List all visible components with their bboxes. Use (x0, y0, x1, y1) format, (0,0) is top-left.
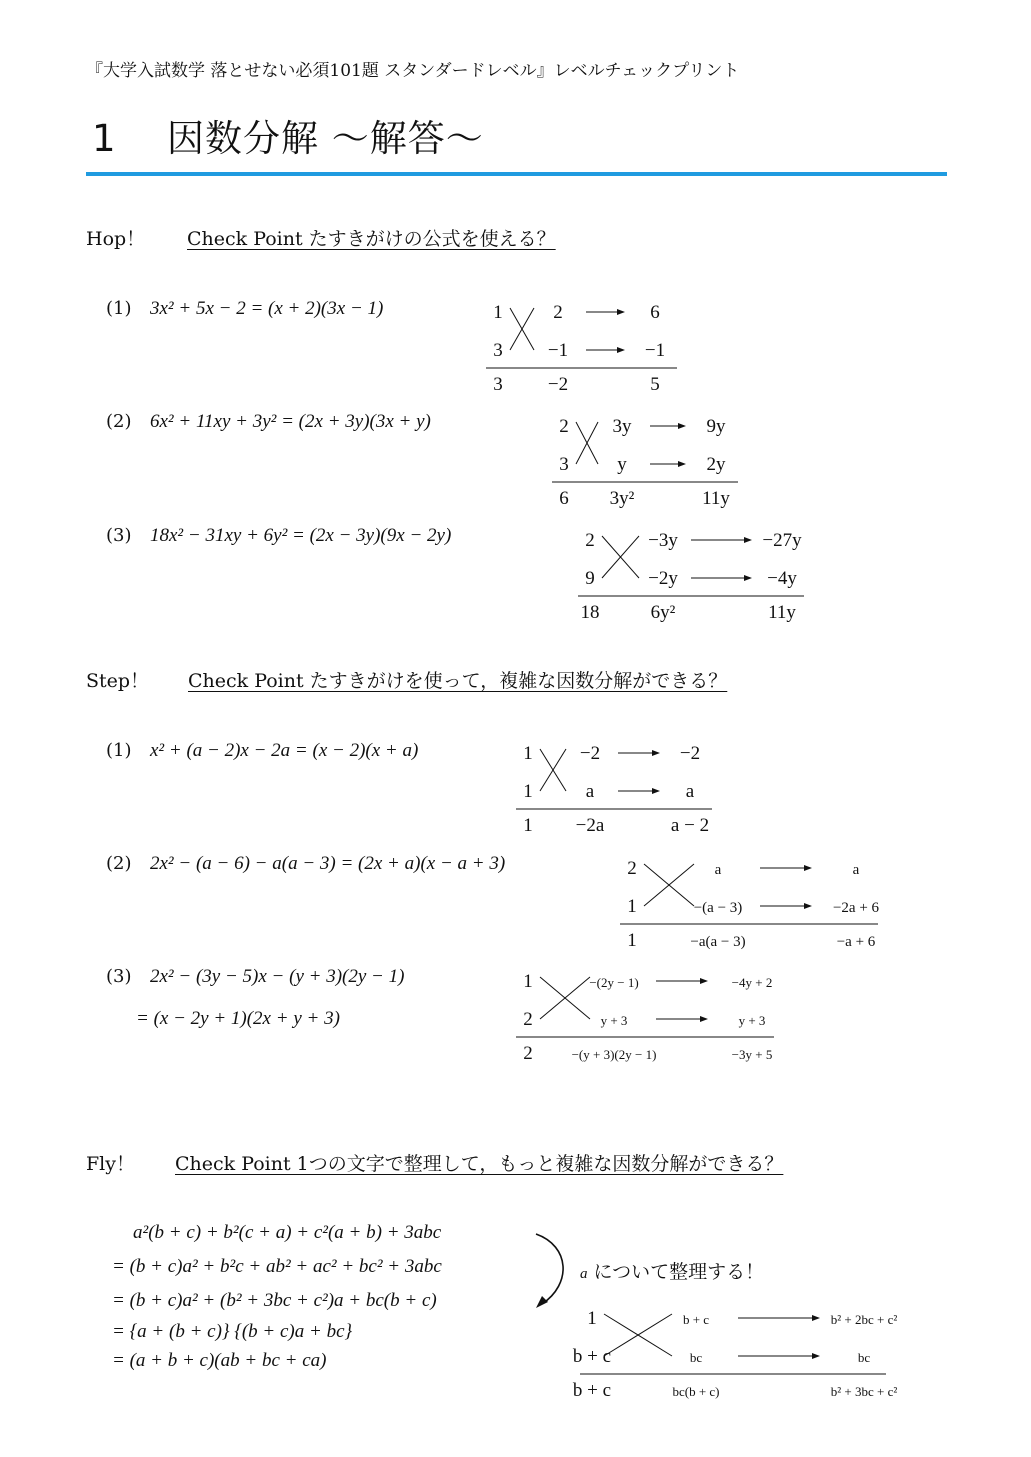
hop-p3-sum-mid: 6y² (650, 602, 676, 623)
step-p1-label: (1) (106, 740, 132, 761)
step-p3-arrowhead-top (700, 978, 708, 984)
fly-note (580, 1257, 764, 1284)
fly-line-5: = (a + b + c)(ab + bc + ca) (112, 1350, 327, 1371)
page-title (92, 108, 484, 162)
step-p3-label: (3) (106, 966, 132, 987)
fly-note-text: について整理する！ (593, 1261, 765, 1283)
step-p3-cross-diagram (514, 965, 776, 1065)
hop-p1-coef-b: 3 (493, 340, 503, 361)
hop-p1-sum-right: 5 (650, 374, 660, 395)
hop-p2-coef-d: y (617, 454, 627, 475)
hop-p3-coef-d: −2y (648, 568, 678, 589)
step-p1-coef-c: −2 (579, 743, 601, 764)
hop-p2-product-bc: 2y (706, 454, 726, 475)
fly-sum-right: b² + 3bc + c² (830, 1384, 898, 1399)
title-text: 因数分解 〜解答〜 (167, 117, 484, 160)
step-p3-coef-b: 2 (523, 1009, 533, 1030)
fly-sum-mid: bc(b + c) (672, 1384, 720, 1399)
hop-p1-arrowhead-bottom (617, 347, 625, 353)
step-p1-sum-mid: −2a (575, 815, 605, 836)
hop-p2-coef-a: 2 (559, 416, 569, 437)
hop-p2-cross-diagram (550, 410, 740, 510)
fly-note-var: a (580, 1266, 588, 1282)
step-p1-cross-diagram (514, 737, 714, 837)
step-p3-coef-c: −(2y − 1) (589, 975, 639, 990)
hop-p3-arrowhead-top (744, 537, 752, 543)
step-p2-arrowhead-bottom (804, 903, 812, 909)
hop-p3-product-ad: −27y (762, 530, 802, 551)
step-p1-sum-left: 1 (523, 815, 533, 836)
step-p1-product-ad: −2 (679, 743, 701, 764)
print-header: 『大学入試数学 落とせない必須101題 スタンダードレベル』レベルチェックプリント (86, 61, 740, 81)
hop-p2-equation: 6x² + 11xy + 3y² = (2x + 3y)(3x + y) (150, 411, 431, 432)
hop-p2-sum-right: 11y (702, 488, 730, 509)
hop-p3-coef-a: 2 (585, 530, 595, 551)
step-p2-label: (2) (106, 853, 132, 874)
step-section-heading (86, 666, 727, 693)
hop-p1-coef-d: −1 (547, 340, 569, 361)
hop-p1-sum-left: 3 (493, 374, 503, 395)
step-p3-sum-mid: −(y + 3)(2y − 1) (571, 1047, 657, 1062)
fly-level: Fly！ (86, 1153, 135, 1175)
fly-arrowhead-top (812, 1315, 820, 1321)
hop-p1-product-ad: 6 (650, 302, 660, 323)
step-p1-coef-b: 1 (523, 781, 533, 802)
step-p1-arrowhead-top (652, 750, 660, 756)
step-p2-cross-diagram (618, 852, 880, 952)
fly-curved-arrow (528, 1228, 578, 1312)
fly-section-heading (86, 1149, 783, 1176)
step-p3-equation-line2: = (x − 2y + 1)(2x + y + 3) (136, 1008, 340, 1029)
hop-p2-arrowhead-bottom (678, 461, 686, 467)
step-p2-coef-c: a (714, 862, 722, 878)
fly-product-ad: b² + 2bc + c² (830, 1312, 898, 1327)
step-p1-coef-a: 1 (523, 743, 533, 764)
title-number: 1 (92, 117, 117, 160)
fly-coef-d: bc (689, 1350, 703, 1365)
step-p2-sum-right: −a + 6 (836, 934, 876, 950)
hop-p1-product-bc: −1 (644, 340, 666, 361)
fly-coef-c: b + c (682, 1312, 710, 1327)
title-rule (86, 172, 947, 176)
hop-section-heading (86, 224, 556, 251)
hop-p2-label: (2) (106, 411, 132, 432)
hop-p1-coef-a: 1 (493, 302, 503, 323)
step-level: Step！ (86, 670, 150, 692)
hop-p3-product-bc: −4y (767, 568, 797, 589)
step-p3-coef-a: 1 (523, 971, 533, 992)
hop-p1-cross-diagram (484, 296, 679, 396)
fly-cross-diagram (572, 1302, 898, 1406)
step-p2-arrowhead-top (804, 865, 812, 871)
step-p1-equation: x² + (a − 2)x − 2a = (x − 2)(x + a) (150, 740, 419, 761)
step-p3-arrowhead-bottom (700, 1016, 708, 1022)
hop-p3-cross-diagram (576, 524, 806, 624)
step-p2-coef-d: −(a − 3) (693, 900, 743, 916)
fly-line-4: = {a + (b + c)} {(b + c)a + bc} (112, 1321, 353, 1342)
step-p2-equation: 2x² − (a − 6) − a(a − 3) = (2x + a)(x − a + 3) (150, 853, 506, 874)
hop-p3-equation: 18x² − 31xy + 6y² = (2x − 3y)(9x − 2y) (150, 525, 452, 546)
hop-p3-sum-left: 18 (580, 602, 600, 623)
step-checkpoint: Check Point たすきがけを使って，複雑な因数分解ができる？ (188, 670, 728, 692)
step-p3-product-ad: −4y + 2 (731, 975, 773, 990)
fly-arrowhead-bottom (812, 1353, 820, 1359)
fly-line-2: = (b + c)a² + b²c + ab² + ac² + bc² + 3abc (112, 1256, 442, 1277)
hop-p1-equation: 3x² + 5x − 2 = (x + 2)(3x − 1) (150, 298, 384, 319)
step-p2-product-bc: −2a + 6 (832, 900, 880, 916)
step-p2-sum-left: 1 (627, 930, 637, 951)
hop-p3-sum-right: 11y (768, 602, 796, 623)
hop-p3-coef-b: 9 (585, 568, 595, 589)
hop-p1-coef-c: 2 (553, 302, 563, 323)
step-p3-product-bc: y + 3 (738, 1013, 766, 1028)
step-p2-product-ad: a (852, 862, 860, 878)
hop-p2-sum-left: 6 (559, 488, 569, 509)
fly-line-3: = (b + c)a² + (b² + 3bc + c²)a + bc(b + c) (112, 1290, 437, 1311)
step-p2-coef-b: 1 (627, 896, 637, 917)
step-p1-product-bc: a (685, 781, 695, 802)
fly-product-bc: bc (857, 1350, 871, 1365)
fly-coef-b: b + c (572, 1346, 612, 1367)
step-p3-sum-right: −3y + 5 (731, 1047, 773, 1062)
fly-coef-a: 1 (587, 1308, 597, 1329)
step-p1-coef-d: a (585, 781, 595, 802)
step-p3-equation: 2x² − (3y − 5)x − (y + 3)(2y − 1) (150, 966, 405, 987)
hop-p1-sum-mid: −2 (547, 374, 569, 395)
step-p2-sum-mid: −a(a − 3) (690, 934, 746, 950)
hop-p2-product-ad: 9y (706, 416, 726, 437)
step-p3-sum-left: 2 (523, 1043, 533, 1064)
hop-p1-arrowhead-top (617, 309, 625, 315)
fly-checkpoint: Check Point 1つの文字で整理して，もっと複雑な因数分解ができる？ (175, 1153, 784, 1175)
fly-line-1: a²(b + c) + b²(c + a) + c²(a + b) + 3abc (133, 1222, 442, 1243)
step-p1-arrowhead-bottom (652, 788, 660, 794)
hop-level: Hop！ (86, 228, 146, 250)
hop-p1-label: (1) (106, 298, 132, 319)
hop-p2-sum-mid: 3y² (609, 488, 635, 509)
hop-p3-arrowhead-bottom (744, 575, 752, 581)
hop-p3-label: (3) (106, 525, 132, 546)
fly-sum-left: b + c (572, 1380, 612, 1401)
hop-p2-coef-c: 3y (612, 416, 632, 437)
hop-checkpoint: Check Point たすきがけの公式を使える？ (187, 228, 556, 250)
step-p2-coef-a: 2 (627, 858, 637, 879)
hop-p3-coef-c: −3y (648, 530, 678, 551)
hop-p2-arrowhead-top (678, 423, 686, 429)
step-p1-sum-right: a − 2 (670, 815, 710, 836)
step-p3-coef-d: y + 3 (600, 1013, 628, 1028)
hop-p2-coef-b: 3 (559, 454, 569, 475)
